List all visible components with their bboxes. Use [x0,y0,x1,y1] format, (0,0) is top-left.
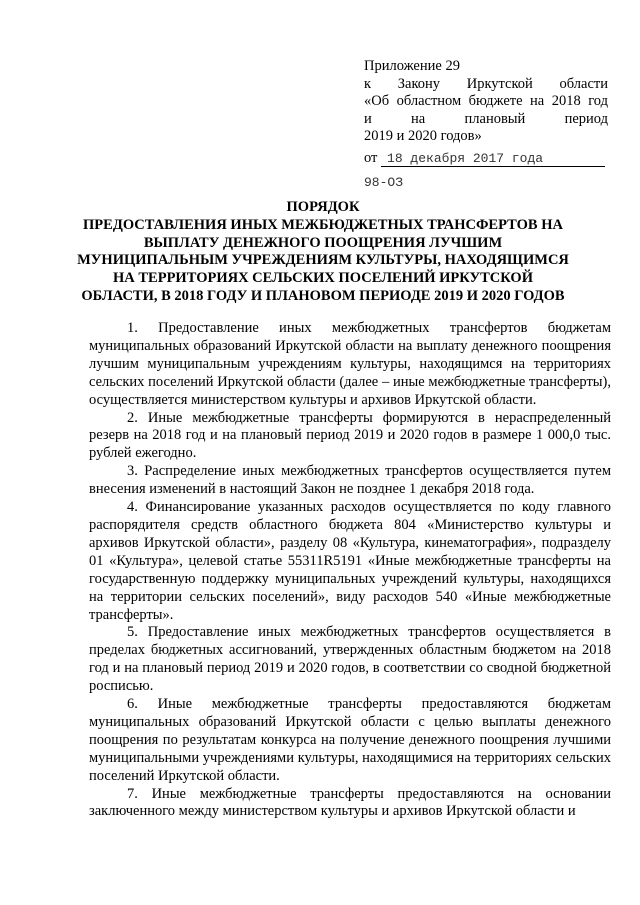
paragraph-6: 6. Иные межбюджетные трансферты предоставляются бюджетам муниципальных образований Иркутской области с целью выплаты денежного поощрения по результатам конкурса на получение денежного поощрения лучшими муниципальными учреждениями культуры, находящимися на территориях сельских поселений Иркутской области. [89,696,611,784]
document-title [34,199,612,306]
title-line-5: НА ТЕРРИТОРИЯХ СЕЛЬСКИХ ПОСЕЛЕНИЙ ИРКУТСКОЙ [113,270,533,287]
paragraph-2: 2. Иные межбюджетные трансферты формируются в нераспределенный резерв на 2018 год и на плановый период 2019 и 2020 годов в размере 1 000,0 тыс. рублей ежегодно. [89,409,611,462]
title-line-4: МУНИЦИПАЛЬНЫМ УЧРЕЖДЕНИЯМ КУЛЬТУРЫ, НАХОДЯЩИМСЯ [77,252,569,269]
document-body [89,320,611,821]
paragraph-4: 4. Финансирование указанных расходов осуществляется по коду главного распорядителя средств областного бюджета 804 «Министерство культуры и архивов Иркутской области», разделу 08 «Культура, кинематография», подразделу 01 «Культура», целевой статье 55311R5191 «Иные межбюджетные трансферты на государственную поддержку муниципальных учреждений культуры, находящихся на территории сельских поселений», виду расходов 540 «Иные межбюджетные трансферты». [89,499,611,623]
date-value: 18 декабря 2017 года [381,151,605,167]
law-number: 98-ОЗ [364,175,404,190]
paragraph-1: 1. Предоставление иных межбюджетных трансфертов бюджетам муниципальных образований Иркутской области на выплату денежного поощрения лучшим муниципальным учреждениям культуры, находящимся на территориях сельских поселений Иркутской области (далее – иные межбюджетные трансферты), осуществляется министерством культуры и архивов Иркутской области. [89,320,611,408]
paragraph-5: 5. Предоставление иных межбюджетных трансфертов осуществляется в пределах бюджетных ассигнований, утвержденных областным бюджетом на 2018 год и на плановый период 2019 и 2020 годов, в соответствии со сводной бюджетной росписью. [89,624,611,695]
appendix-date-line [364,150,608,168]
title-line-3: ВЫПЛАТУ ДЕНЕЖНОГО ПООЩРЕНИЯ ЛУЧШИМ [143,234,503,251]
title-line-6: ОБЛАСТИ, В 2018 ГОДУ И ПЛАНОВОМ ПЕРИОДЕ 2019 И 2020 ГОДОВ [81,287,565,304]
date-prefix: от [364,150,378,166]
paragraph-3: 3. Распределение иных межбюджетных трансфертов осуществляется путем внесения изменений в настоящий Закон не позднее 1 декабря 2018 года. [89,463,611,498]
appendix-period-line: и на плановый период [364,110,608,127]
appendix-law-line: к Закону Иркутской области [364,75,608,92]
appendix-number: Приложение 29 [364,58,460,74]
title-line-2: ПРЕДОСТАВЛЕНИЯ ИНЫХ МЕЖБЮДЖЕТНЫХ ТРАНСФЕРТОВ НА [83,216,563,233]
title-line-1: ПОРЯДОК [286,199,360,215]
appendix-header [364,58,608,190]
appendix-years-line: 2019 и 2020 годов» [364,128,482,144]
paragraph-7: 7. Иные межбюджетные трансферты предоставляются на основании заключенного между министерством культуры и архивов Иркутской области и [89,785,611,820]
appendix-law-title-line: «Об областном бюджете на 2018 год [364,93,608,109]
